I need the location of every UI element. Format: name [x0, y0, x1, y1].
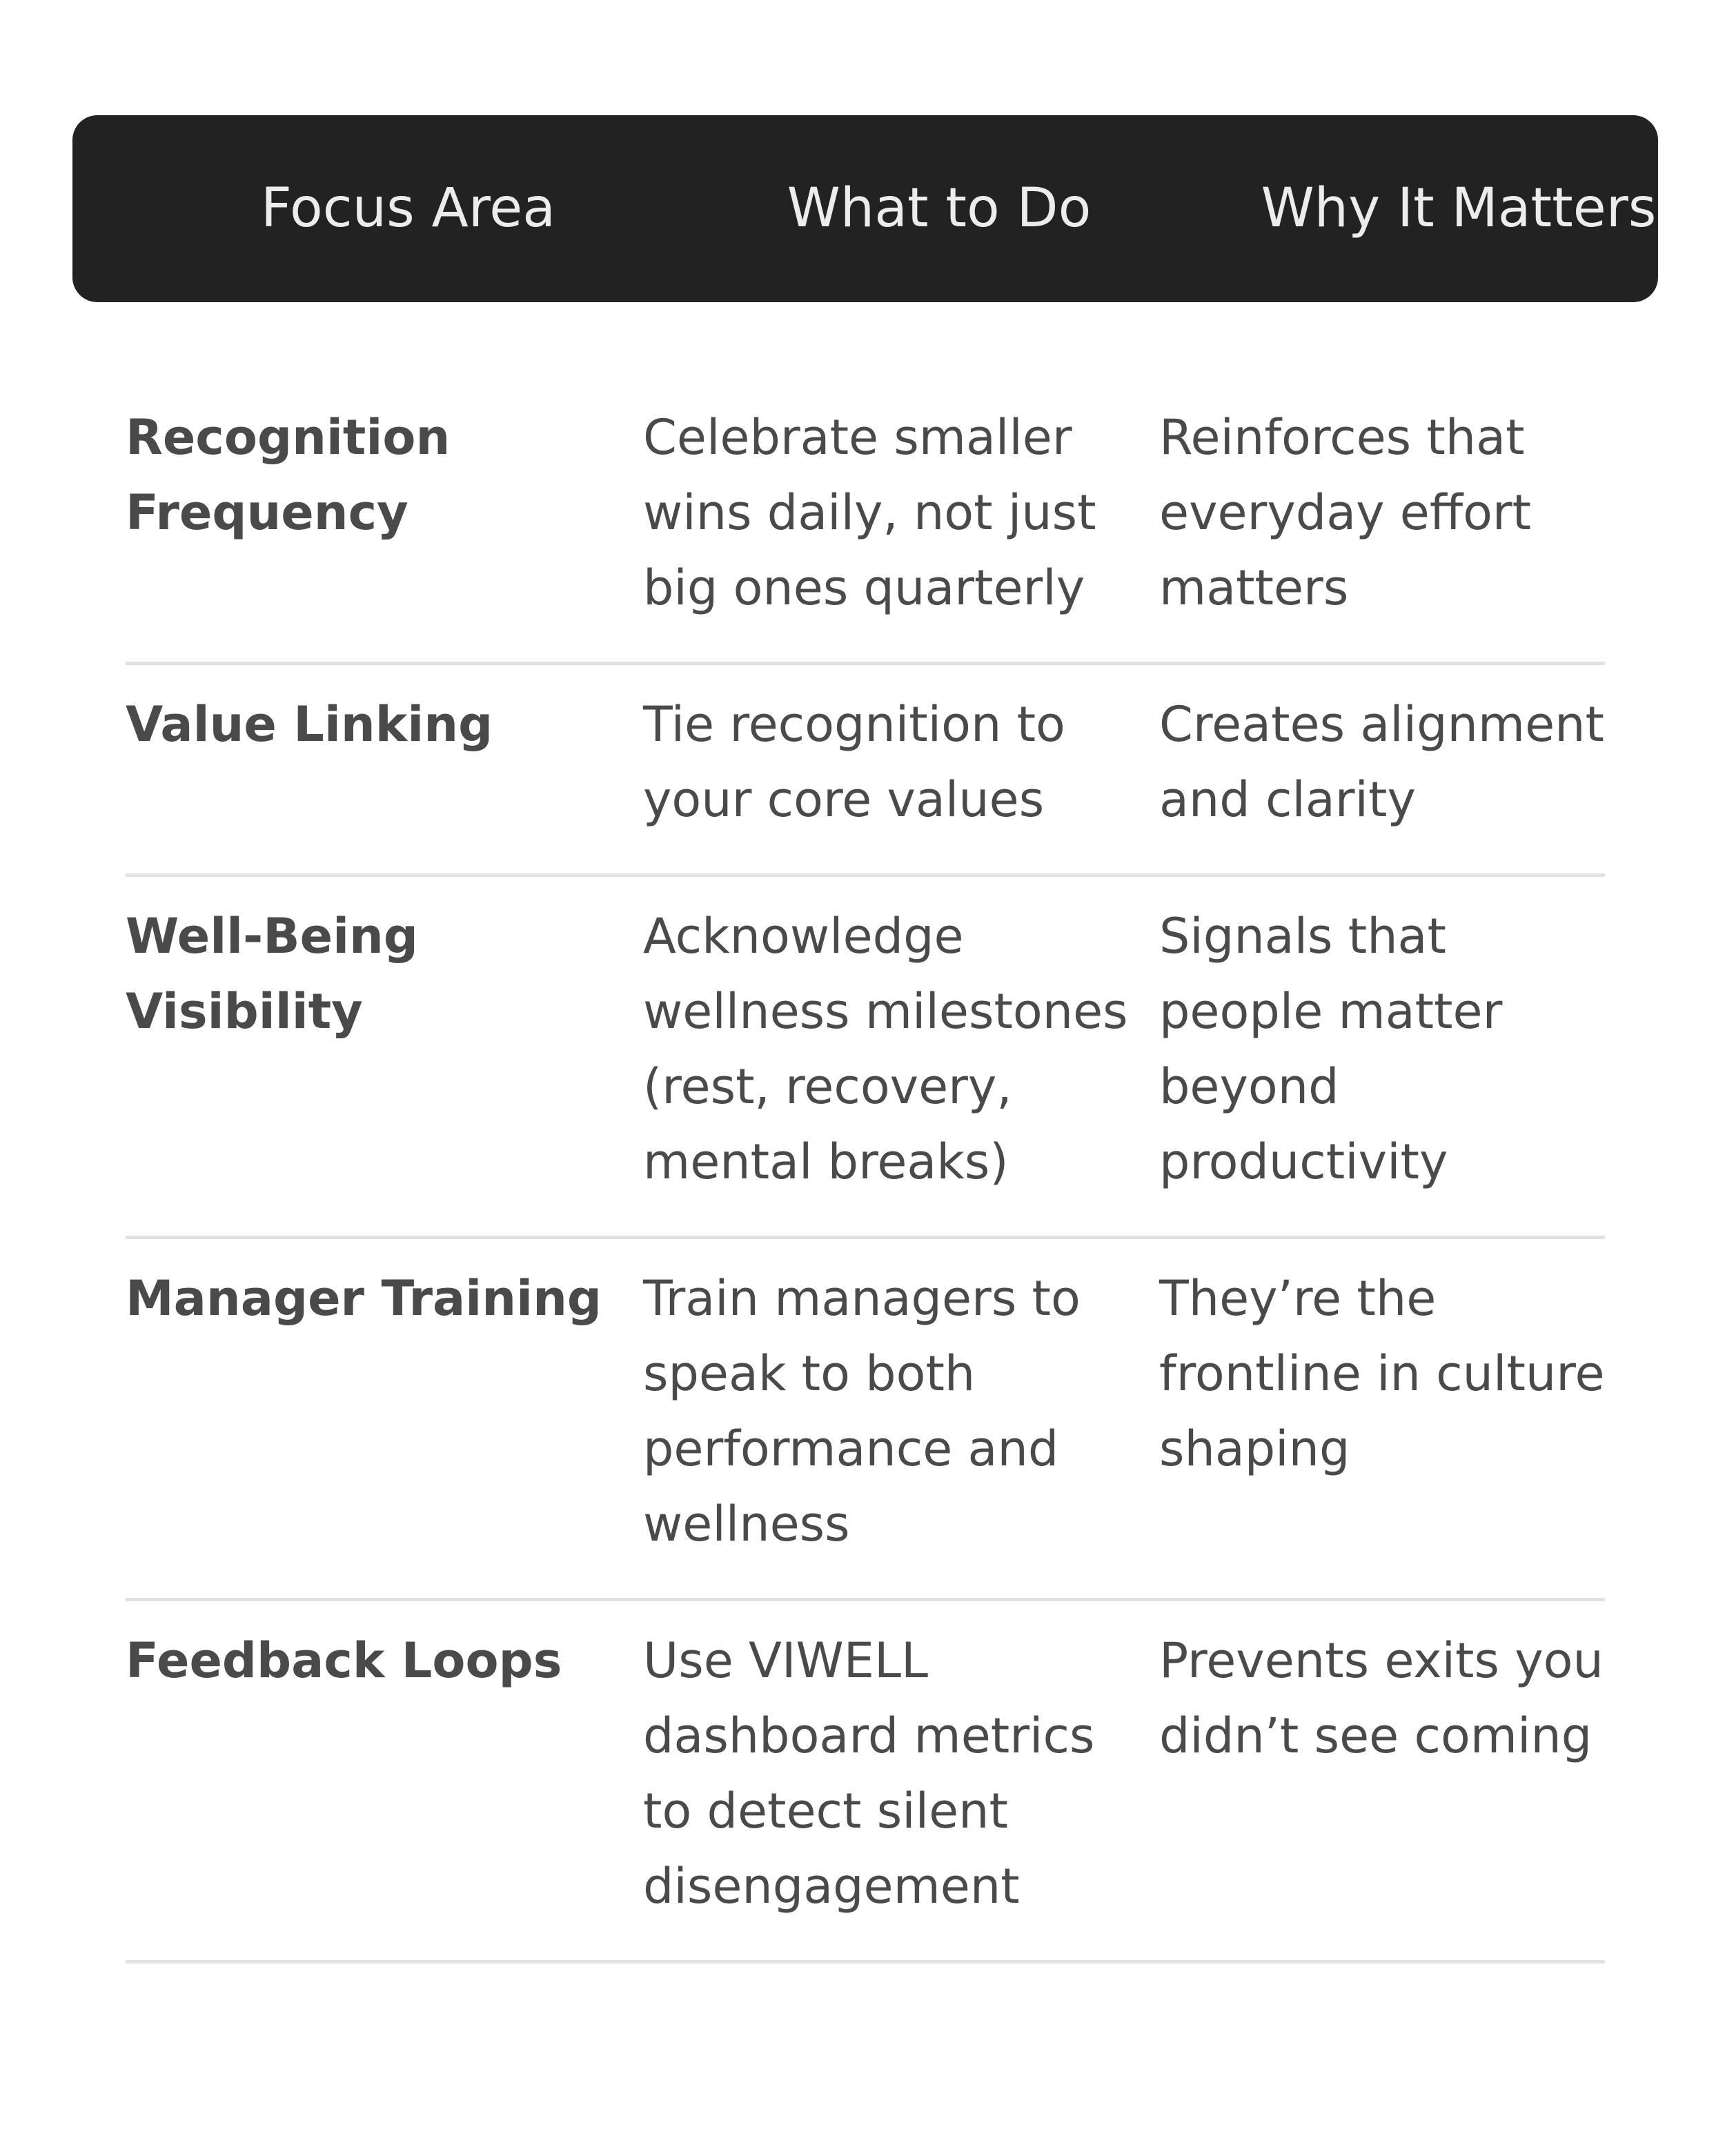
focus-area-cell: Well-Being Visibility — [126, 908, 418, 1040]
table-row — [126, 877, 1605, 1239]
header-focus-area: Focus Area — [260, 177, 556, 239]
why-it-matters-cell: They’re the frontline in culture shaping — [1159, 1270, 1605, 1477]
table-row — [126, 386, 1605, 665]
what-to-do-cell: Train managers to speak to both performance and wellness — [643, 1270, 1081, 1552]
why-it-matters-cell: Prevents exits you didn’t see coming — [1159, 1632, 1604, 1764]
table-header — [72, 115, 1658, 302]
table-row — [126, 1239, 1605, 1601]
why-it-matters-cell: Reinforces that everyday effort matters — [1159, 409, 1532, 616]
what-to-do-cell: Use VIWELL dashboard metrics to detect silent disengagement — [643, 1632, 1095, 1915]
focus-area-cell: Manager Training — [126, 1270, 602, 1327]
table-body — [126, 386, 1605, 1964]
header-what-to-do: What to Do — [787, 177, 1092, 239]
header-why-it-matters: Why It Matters — [1261, 177, 1657, 239]
table-row — [126, 665, 1605, 877]
what-to-do-cell: Celebrate smaller wins daily, not just big ones quarterly — [643, 409, 1096, 616]
why-it-matters-cell: Creates alignment and clarity — [1159, 696, 1604, 828]
focus-area-cell: Value Linking — [126, 696, 493, 753]
table-row — [126, 1601, 1605, 1964]
focus-area-cell: Recognition Frequency — [126, 409, 451, 541]
why-it-matters-cell: Signals that people matter beyond productivity — [1159, 908, 1503, 1190]
what-to-do-cell: Acknowledge wellness milestones (rest, recovery, mental breaks) — [643, 908, 1128, 1190]
what-to-do-cell: Tie recognition to your core values — [643, 696, 1065, 828]
focus-area-cell: Feedback Loops — [126, 1632, 562, 1689]
